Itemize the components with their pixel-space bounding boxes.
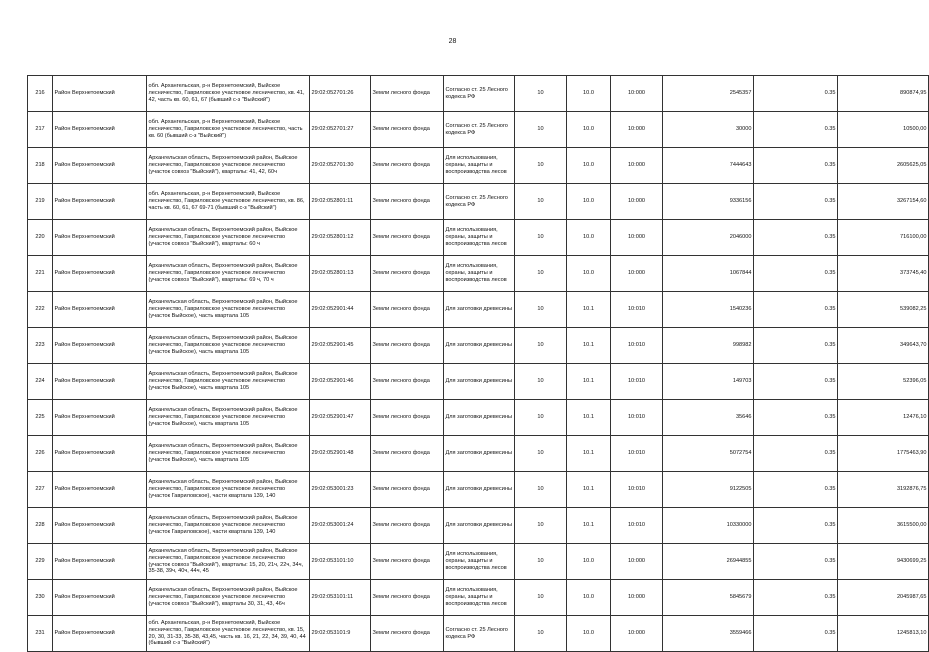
code-1-cell: 10 xyxy=(515,616,567,652)
area-cell: 10330000 xyxy=(663,508,754,544)
district-cell: Район Верхнетоемский xyxy=(53,256,147,292)
land-category-cell: Земли лесного фонда xyxy=(371,508,444,544)
cadastral-number-cell: 29:02:052901:48 xyxy=(310,436,371,472)
district-cell: Район Верхнетоемский xyxy=(53,184,147,220)
code-2-cell: 10.1 xyxy=(567,328,611,364)
permitted-use-cell: Для заготовки древесины xyxy=(444,472,515,508)
table-row xyxy=(28,328,929,364)
row-number-cell: 224 xyxy=(28,364,53,400)
code-3-cell: 10:000 xyxy=(611,580,663,616)
cadastral-number-cell: 29:02:052901:45 xyxy=(310,328,371,364)
code-3-cell: 10:010 xyxy=(611,508,663,544)
row-number-cell: 217 xyxy=(28,112,53,148)
district-cell: Район Верхнетоемский xyxy=(53,508,147,544)
permitted-use-cell: Согласно ст. 25 Лесного кодекса РФ xyxy=(444,112,515,148)
row-number-cell: 230 xyxy=(28,580,53,616)
district-cell: Район Верхнетоемский xyxy=(53,472,147,508)
table-row xyxy=(28,220,929,256)
area-cell: 5845679 xyxy=(663,580,754,616)
code-3-cell: 10:000 xyxy=(611,220,663,256)
code-1-cell: 10 xyxy=(515,364,567,400)
permitted-use-cell: Для заготовки древесины xyxy=(444,508,515,544)
rate-cell: 0.35 xyxy=(754,616,838,652)
cadastral-number-cell: 29:02:052901:44 xyxy=(310,292,371,328)
code-1-cell: 10 xyxy=(515,112,567,148)
land-category-cell: Земли лесного фонда xyxy=(371,364,444,400)
rate-cell: 0.35 xyxy=(754,292,838,328)
district-cell: Район Верхнетоемский xyxy=(53,580,147,616)
land-category-cell: Земли лесного фонда xyxy=(371,184,444,220)
cadastral-number-cell: 29:02:052701:26 xyxy=(310,76,371,112)
district-cell: Район Верхнетоемский xyxy=(53,148,147,184)
table-row xyxy=(28,580,929,616)
code-3-cell: 10:010 xyxy=(611,436,663,472)
location-cell: Архангельская область, Верхнетоемский район, Выйское лесничество, Гавриловское участковое лесничество (участок совхоз "Выйский"), кварталы 30, 31, 43, 46ч xyxy=(147,580,310,616)
value-sum-cell: 3267154,60 xyxy=(838,184,929,220)
code-2-cell: 10.1 xyxy=(567,400,611,436)
area-cell: 26944855 xyxy=(663,544,754,580)
code-3-cell: 10:000 xyxy=(611,76,663,112)
value-sum-cell: 12476,10 xyxy=(838,400,929,436)
land-category-cell: Земли лесного фонда xyxy=(371,112,444,148)
district-cell: Район Верхнетоемский xyxy=(53,436,147,472)
location-cell: Архангельская область, Верхнетоемский район, Выйское лесничество, Гавриловское участковое лесничество (участок совхоз "Выйский"), кварталы: 15, 20, 21ч, 22ч, 34ч, 35-38, 39ч, 40ч, 44ч, 45 xyxy=(147,544,310,580)
area-cell: 30000 xyxy=(663,112,754,148)
district-cell: Район Верхнетоемский xyxy=(53,292,147,328)
land-category-cell: Земли лесного фонда xyxy=(371,472,444,508)
code-3-cell: 10:000 xyxy=(611,112,663,148)
value-sum-cell: 1775463,90 xyxy=(838,436,929,472)
rate-cell: 0.35 xyxy=(754,148,838,184)
row-number-cell: 226 xyxy=(28,436,53,472)
code-1-cell: 10 xyxy=(515,148,567,184)
district-cell: Район Верхнетоемский xyxy=(53,616,147,652)
table-row xyxy=(28,112,929,148)
area-cell: 7444643 xyxy=(663,148,754,184)
table-row xyxy=(28,544,929,580)
area-cell: 35646 xyxy=(663,400,754,436)
district-cell: Район Верхнетоемский xyxy=(53,544,147,580)
rate-cell: 0.35 xyxy=(754,76,838,112)
rate-cell: 0.35 xyxy=(754,328,838,364)
row-number-cell: 218 xyxy=(28,148,53,184)
code-2-cell: 10.1 xyxy=(567,292,611,328)
land-category-cell: Земли лесного фонда xyxy=(371,148,444,184)
code-3-cell: 10:000 xyxy=(611,148,663,184)
code-3-cell: 10:010 xyxy=(611,472,663,508)
code-1-cell: 10 xyxy=(515,184,567,220)
rate-cell: 0.35 xyxy=(754,508,838,544)
district-cell: Район Верхнетоемский xyxy=(53,400,147,436)
table-row xyxy=(28,436,929,472)
table-row xyxy=(28,292,929,328)
district-cell: Район Верхнетоемский xyxy=(53,364,147,400)
code-3-cell: 10:010 xyxy=(611,292,663,328)
cadastral-number-cell: 29:02:052701:30 xyxy=(310,148,371,184)
land-category-cell: Земли лесного фонда xyxy=(371,220,444,256)
table-row xyxy=(28,400,929,436)
code-1-cell: 10 xyxy=(515,256,567,292)
rate-cell: 0.35 xyxy=(754,436,838,472)
code-1-cell: 10 xyxy=(515,508,567,544)
code-2-cell: 10.0 xyxy=(567,544,611,580)
location-cell: Архангельская область, Верхнетоемский район, Выйское лесничество, Гавриловское участковое лесничество (участок Выйское), часть квартала 105 xyxy=(147,292,310,328)
code-2-cell: 10.0 xyxy=(567,76,611,112)
location-cell: Архангельская область, Верхнетоемский район, Выйское лесничество, Гавриловское участковое лесничество (участок Гавриловское), части квартала 139, 140 xyxy=(147,472,310,508)
code-2-cell: 10.1 xyxy=(567,436,611,472)
district-cell: Район Верхнетоемский xyxy=(53,112,147,148)
land-category-cell: Земли лесного фонда xyxy=(371,580,444,616)
code-2-cell: 10.0 xyxy=(567,148,611,184)
land-category-cell: Земли лесного фонда xyxy=(371,544,444,580)
rate-cell: 0.35 xyxy=(754,184,838,220)
land-category-cell: Земли лесного фонда xyxy=(371,616,444,652)
cadastral-number-cell: 29:02:053101:10 xyxy=(310,544,371,580)
row-number-cell: 219 xyxy=(28,184,53,220)
area-cell: 1067844 xyxy=(663,256,754,292)
table-row xyxy=(28,256,929,292)
value-sum-cell: 3615500,00 xyxy=(838,508,929,544)
location-cell: обл. Архангельская, р-н Верхнетоемский, Выйское лесничество, Гавриловское участковое лесничество, кв. 15, 20, 30, 31-33, 35-38, 43,45, часть кв. 16, 21, 22, 34, 39, 40, 44 (бывший с-з "Выйский") xyxy=(147,616,310,652)
value-sum-cell: 373745,40 xyxy=(838,256,929,292)
value-sum-cell: 2045987,65 xyxy=(838,580,929,616)
code-2-cell: 10.0 xyxy=(567,112,611,148)
permitted-use-cell: Согласно ст. 25 Лесного кодекса РФ xyxy=(444,184,515,220)
permitted-use-cell: Для заготовки древесины xyxy=(444,400,515,436)
area-cell: 9122505 xyxy=(663,472,754,508)
row-number-cell: 229 xyxy=(28,544,53,580)
code-1-cell: 10 xyxy=(515,436,567,472)
value-sum-cell: 1245813,10 xyxy=(838,616,929,652)
code-1-cell: 10 xyxy=(515,220,567,256)
code-3-cell: 10:000 xyxy=(611,256,663,292)
row-number-cell: 228 xyxy=(28,508,53,544)
table-row xyxy=(28,508,929,544)
area-cell: 149703 xyxy=(663,364,754,400)
location-cell: обл. Архангельская, р-н Верхнетоемский, Выйское лесничество, Гавриловское участковое лесничество, кв. 86, часть кв. 60, 61, 67 69-71 (бывший с-з "Выйский") xyxy=(147,184,310,220)
code-2-cell: 10.0 xyxy=(567,256,611,292)
area-cell: 9336156 xyxy=(663,184,754,220)
rate-cell: 0.35 xyxy=(754,400,838,436)
code-1-cell: 10 xyxy=(515,328,567,364)
area-cell: 2046000 xyxy=(663,220,754,256)
table-row xyxy=(28,184,929,220)
location-cell: Архангельская область, Верхнетоемский район, Выйское лесничество, Гавриловское участковое лесничество (участок Выйское), часть квартала 105 xyxy=(147,364,310,400)
permitted-use-cell: Для заготовки древесины xyxy=(444,292,515,328)
value-sum-cell: 539082,25 xyxy=(838,292,929,328)
code-3-cell: 10:010 xyxy=(611,400,663,436)
permitted-use-cell: Для использования, охраны, защиты и воспроизводства лесов xyxy=(444,580,515,616)
cadastral-number-cell: 29:02:053001:24 xyxy=(310,508,371,544)
code-3-cell: 10:000 xyxy=(611,184,663,220)
table-row xyxy=(28,472,929,508)
code-3-cell: 10:000 xyxy=(611,616,663,652)
location-cell: Архангельская область, Верхнетоемский район, Выйское лесничество, Гавриловское участковое лесничество (участок совхоз "Выйский"), кварталы: 69 ч, 70 ч xyxy=(147,256,310,292)
rate-cell: 0.35 xyxy=(754,544,838,580)
cadastral-number-cell: 29:02:052801:13 xyxy=(310,256,371,292)
code-1-cell: 10 xyxy=(515,472,567,508)
permitted-use-cell: Для использования, охраны, защиты и воспроизводства лесов xyxy=(444,544,515,580)
row-number-cell: 227 xyxy=(28,472,53,508)
permitted-use-cell: Согласно ст. 25 Лесного кодекса РФ xyxy=(444,616,515,652)
rate-cell: 0.35 xyxy=(754,580,838,616)
permitted-use-cell: Для использования, охраны, защиты и воспроизводства лесов xyxy=(444,220,515,256)
cadastral-number-cell: 29:02:053001:23 xyxy=(310,472,371,508)
cadastral-number-cell: 29:02:052901:47 xyxy=(310,400,371,436)
value-sum-cell: 2605625,05 xyxy=(838,148,929,184)
area-cell: 1540236 xyxy=(663,292,754,328)
code-3-cell: 10:010 xyxy=(611,364,663,400)
land-category-cell: Земли лесного фонда xyxy=(371,436,444,472)
permitted-use-cell: Для использования, охраны, защиты и воспроизводства лесов xyxy=(444,148,515,184)
rate-cell: 0.35 xyxy=(754,472,838,508)
permitted-use-cell: Согласно ст. 25 Лесного кодекса РФ xyxy=(444,76,515,112)
row-number-cell: 231 xyxy=(28,616,53,652)
table-body xyxy=(28,76,929,652)
area-cell: 2545357 xyxy=(663,76,754,112)
code-2-cell: 10.0 xyxy=(567,580,611,616)
code-3-cell: 10:010 xyxy=(611,328,663,364)
land-category-cell: Земли лесного фонда xyxy=(371,76,444,112)
area-cell: 3559466 xyxy=(663,616,754,652)
code-1-cell: 10 xyxy=(515,76,567,112)
row-number-cell: 220 xyxy=(28,220,53,256)
table-row xyxy=(28,616,929,652)
district-cell: Район Верхнетоемский xyxy=(53,76,147,112)
row-number-cell: 222 xyxy=(28,292,53,328)
rate-cell: 0.35 xyxy=(754,112,838,148)
value-sum-cell: 716100,00 xyxy=(838,220,929,256)
rate-cell: 0.35 xyxy=(754,364,838,400)
district-cell: Район Верхнетоемский xyxy=(53,328,147,364)
cadastral-number-cell: 29:02:053101:9 xyxy=(310,616,371,652)
cadastral-number-cell: 29:02:053101:11 xyxy=(310,580,371,616)
row-number-cell: 221 xyxy=(28,256,53,292)
code-2-cell: 10.1 xyxy=(567,364,611,400)
code-3-cell: 10:000 xyxy=(611,544,663,580)
code-1-cell: 10 xyxy=(515,544,567,580)
cadastral-number-cell: 29:02:052801:12 xyxy=(310,220,371,256)
code-2-cell: 10.0 xyxy=(567,184,611,220)
code-2-cell: 10.0 xyxy=(567,220,611,256)
location-cell: обл. Архангельская, р-н Верхнетоемский, Выйское лесничество, Гавриловское участковое лесничество, часть кв. 60 (бывший с-з "Выйский") xyxy=(147,112,310,148)
value-sum-cell: 3192876,75 xyxy=(838,472,929,508)
land-plots-table xyxy=(27,75,929,652)
location-cell: Архангельская область, Верхнетоемский район, Выйское лесничество, Гавриловское участковое лесничество (участок совхоз "Выйский"), кварталы: 41, 42, 60ч xyxy=(147,148,310,184)
land-category-cell: Земли лесного фонда xyxy=(371,292,444,328)
location-cell: Архангельская область, Верхнетоемский район, Выйское лесничество, Гавриловское участковое лесничество (участок Гавриловское), части квартала 139, 140 xyxy=(147,508,310,544)
area-cell: 5072754 xyxy=(663,436,754,472)
table-row xyxy=(28,76,929,112)
value-sum-cell: 10500,00 xyxy=(838,112,929,148)
permitted-use-cell: Для использования, охраны, защиты и воспроизводства лесов xyxy=(444,256,515,292)
value-sum-cell: 9430699,25 xyxy=(838,544,929,580)
page-number: 28 xyxy=(448,38,457,45)
land-category-cell: Земли лесного фонда xyxy=(371,328,444,364)
land-category-cell: Земли лесного фонда xyxy=(371,400,444,436)
value-sum-cell: 349643,70 xyxy=(838,328,929,364)
rate-cell: 0.35 xyxy=(754,256,838,292)
location-cell: Архангельская область, Верхнетоемский район, Выйское лесничество, Гавриловское участковое лесничество (участок Выйское), часть квартала 105 xyxy=(147,400,310,436)
row-number-cell: 216 xyxy=(28,76,53,112)
cadastral-number-cell: 29:02:052701:27 xyxy=(310,112,371,148)
permitted-use-cell: Для заготовки древесины xyxy=(444,364,515,400)
code-1-cell: 10 xyxy=(515,292,567,328)
code-2-cell: 10.0 xyxy=(567,616,611,652)
rate-cell: 0.35 xyxy=(754,220,838,256)
location-cell: обл. Архангельская, р-н Верхнетоемский, Выйское лесничество, Гавриловское участковое лесничество, кв. 41, 42, часть кв. 60, 61, 67 (бывший с-з "Выйский") xyxy=(147,76,310,112)
land-category-cell: Земли лесного фонда xyxy=(371,256,444,292)
value-sum-cell: 890874,95 xyxy=(838,76,929,112)
permitted-use-cell: Для заготовки древесины xyxy=(444,328,515,364)
row-number-cell: 225 xyxy=(28,400,53,436)
location-cell: Архангельская область, Верхнетоемский район, Выйское лесничество, Гавриловское участковое лесничество (участок Выйское), часть квартала 105 xyxy=(147,436,310,472)
district-cell: Район Верхнетоемский xyxy=(53,220,147,256)
permitted-use-cell: Для заготовки древесины xyxy=(444,436,515,472)
location-cell: Архангельская область, Верхнетоемский район, Выйское лесничество, Гавриловское участковое лесничество (участок Выйское), часть квартала 105 xyxy=(147,328,310,364)
table-row xyxy=(28,148,929,184)
row-number-cell: 223 xyxy=(28,328,53,364)
code-2-cell: 10.1 xyxy=(567,472,611,508)
cadastral-number-cell: 29:02:052901:46 xyxy=(310,364,371,400)
code-1-cell: 10 xyxy=(515,400,567,436)
code-2-cell: 10.1 xyxy=(567,508,611,544)
value-sum-cell: 52396,05 xyxy=(838,364,929,400)
location-cell: Архангельская область, Верхнетоемский район, Выйское лесничество, Гавриловское участковое лесничество (участок совхоз "Выйский"), кварталы: 60 ч xyxy=(147,220,310,256)
area-cell: 998982 xyxy=(663,328,754,364)
table-row xyxy=(28,364,929,400)
cadastral-number-cell: 29:02:052801:11 xyxy=(310,184,371,220)
code-1-cell: 10 xyxy=(515,580,567,616)
